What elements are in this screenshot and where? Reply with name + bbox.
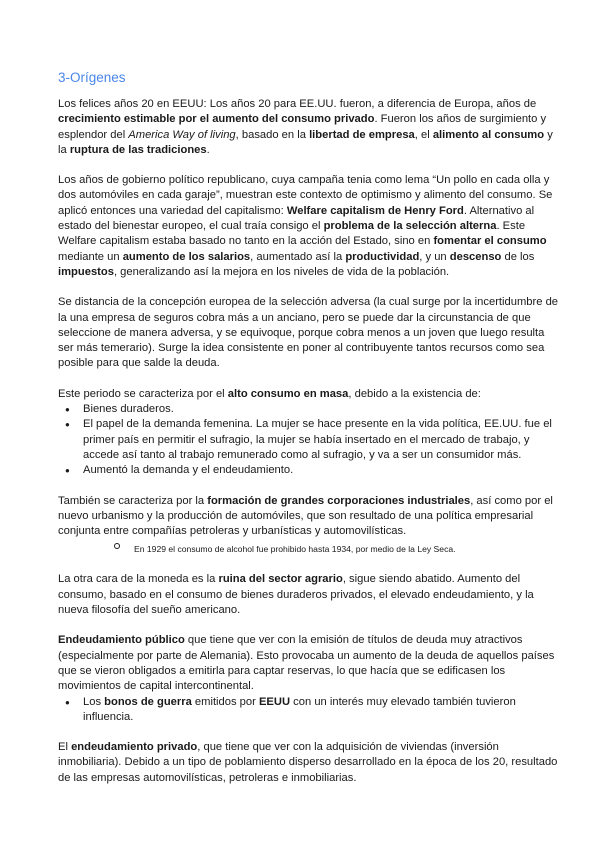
text-run: con un interés muy elevado también tuvieron influencia. [83,695,516,723]
bold-run: impuestos [58,265,114,278]
bold-run: Welfare capitalism de Henry Ford [286,204,464,217]
bullet-list-bonos [58,695,558,726]
list-item: ● Aumentó la demanda y el endeudamiento. [83,463,558,478]
paragraph-felices-anos-20 [58,97,558,158]
bold-run: ruina del sector agrario [218,573,343,586]
paragraph-alto-consumo [58,387,558,402]
bold-run: fomentar el consumo [433,235,547,248]
text-run: También se caracteriza por la [58,494,208,507]
bold-run: alto consumo en masa [227,387,349,400]
text-run: emitidos por [191,695,259,708]
bold-run: descenso [449,250,502,263]
text-run: , y un [419,250,450,263]
bold-run: formación de grandes corporaciones industriales [207,494,471,507]
text-run: de los [501,250,535,263]
text-run: El [58,741,72,754]
paragraph-corporaciones [58,494,558,540]
bold-run: productividad [345,250,420,263]
bold-run: crecimiento estimable por el aumento del consumo privado [58,113,375,126]
bold-run: EEUU [258,695,291,708]
text-run: . Fueron los años de surgimiento y esplendor del [58,113,547,141]
bold-run: bonos de guerra [104,695,192,708]
bold-run: ruptura de las tradiciones [69,143,207,156]
list-item: ● Bienes duraderos. [83,402,558,417]
paragraph-endeudamiento-privado [58,740,558,786]
bold-run: Endeudamiento público [58,634,185,647]
bold-run: libertad de empresa [309,128,415,141]
hollow-bullet-icon [114,543,120,549]
bold-run: endeudamiento privado [71,741,198,754]
list-item [83,695,558,726]
sub-bullet-text: En 1929 el consumo de alcohol fue prohibido hasta 1934, por medio de la Ley Seca. [134,544,456,555]
bold-run: alimento al consumo [432,128,545,141]
text-run: , que tiene que ver con la adquisición de viviendas (inversión inmobiliaria). Debido a un tipo de poblamiento disperso desarrollado en la época de los 20, resultado de las empresas automovilísticas, petroleras e inmobiliarias. [58,741,558,784]
text-run: Los [83,695,105,708]
text-run: y la [58,128,553,156]
paragraph-seleccion-adversa: Se distancia de la concepción europea de la selección adversa (la cual surge por la incertidumbre de la una empresa de seguros cobra más a un anciano, pero se puede dar la circunstancia de que seleccione de manera adversa, y se equivoque, porque cobra menos a un joven que luego resulta ser más temerario). Surge la idea consistente en poner al contribuyente tantos recursos como sea posible para que salde la deuda. [58,296,559,370]
text-run: , sigue siendo abatido. Aumento del consumo, basado en el consumo de bienes duraderos privados, el elevado endeudamiento, y la nueva filosofía del sueño americano. [58,573,534,617]
sub-bullet-ley-seca [58,539,558,557]
list-item: ● El papel de la demanda femenina. La mujer se hace presente en la vida política, EE.UU. fue el primer país en permitir el sufragio, la mujer se había insertado en el mercado de trabajo, y accede así tanto al trabajo remunerado como al sufragio, y va a ser un consumidor más. [83,417,558,463]
section-heading: 3-Orígenes [58,70,126,85]
paragraph-sector-agrario [58,572,558,618]
text-run: que tiene que ver con la emisión de títulos de deuda muy atractivos (especialmente por parte de Alemania). Esto provocaba un aumento de la deuda de aquellos países que se vieron obligados a emitirla para captar reservas, lo que hacía que se edificasen los movimientos de capital intercontinental. [58,634,555,693]
text-run: , generalizando así la mejora en los niveles de vida de la población. [113,265,450,278]
text-run: . Alternativo al estado del bienestar europeo, el cual traía consigo el [58,204,535,233]
paragraph-endeudamiento-publico [58,633,558,694]
text-run: , así como por el nuevo urbanismo y la producción de automóviles, que son resultado de una política empresarial conjunta entre compañías petroleras y urbanísticas y automovilísticas. [58,494,553,538]
text-run: , el [414,128,433,141]
text-run: , aumentado así la [250,250,346,263]
text-run: mediante un [58,250,123,263]
text-run: Los felices años 20 en EEUU: Los años 20 para EE.UU. fueron, a diferencia de Europa, años de [58,98,537,110]
text-run: , basado en la [235,128,310,141]
text-run: Los años de gobierno político republicano, cuya campaña tenia como lema “Un pollo en cada olla y dos automóviles en cada garaje”, muestran este contexto de optimismo y alimento del consumo. Se aplicó entonces una variedad del capitalismo: [58,174,553,217]
italic-run: America Way of living [128,128,236,141]
paragraph-gobierno-republicano [58,173,558,280]
bullet-list-consumo [58,402,558,478]
document-body [58,70,558,786]
text-run: . Este Welfare capitalism estaba basado no tanto en la acción del Estado, sino en [58,220,526,248]
bold-run: problema de la selección alterna [323,220,497,233]
bold-run: aumento de los salarios [122,250,251,263]
text-run: . [206,143,210,156]
text-run: La otra cara de la moneda es la [58,573,219,586]
text-run: Este periodo se caracteriza por el [58,387,228,400]
text-run: , debido a la existencia de: [348,387,481,400]
